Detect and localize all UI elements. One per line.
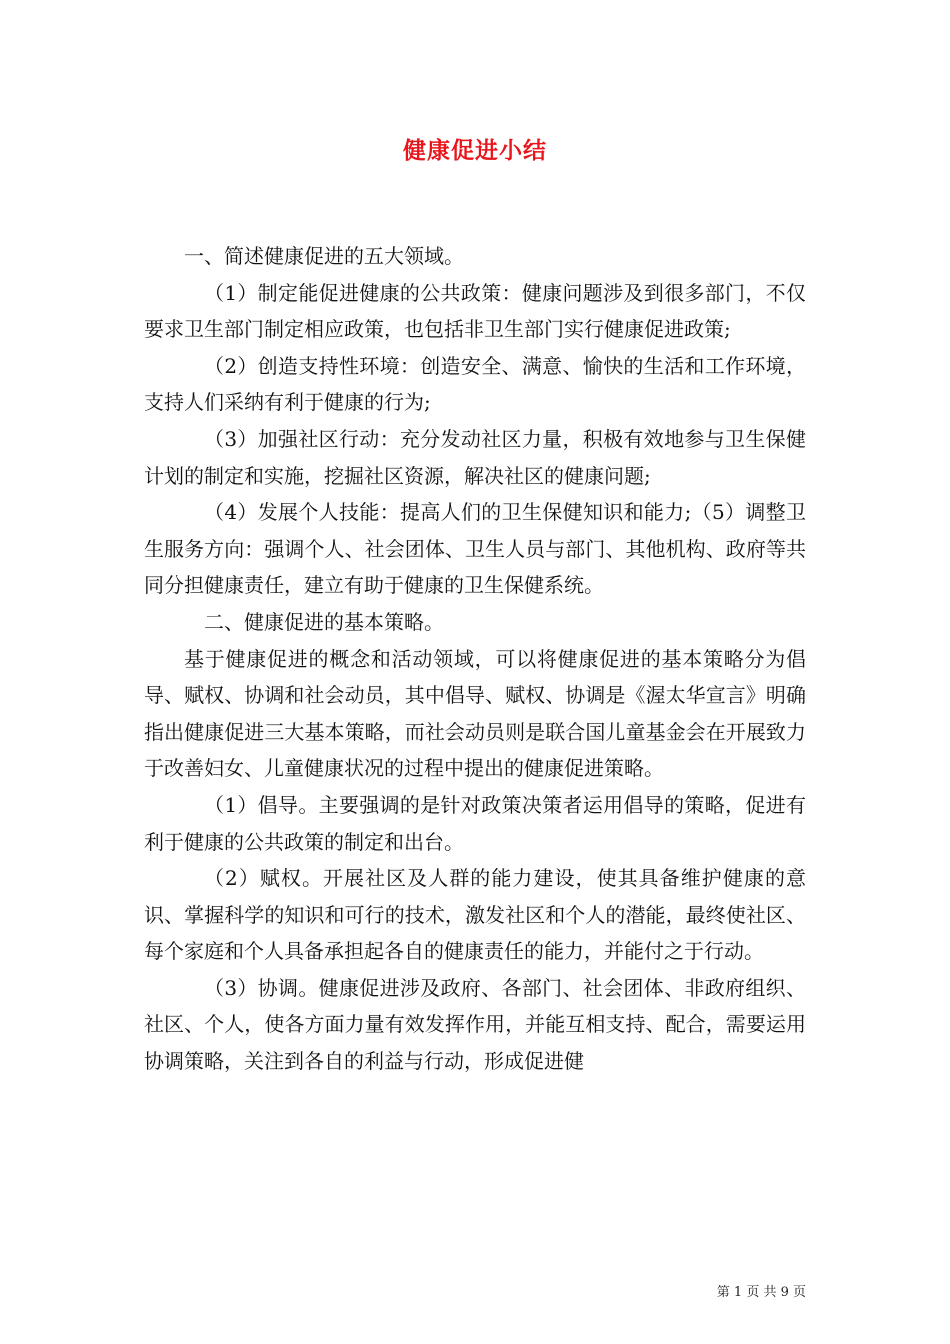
paragraph-item-3: （3）加强社区行动：充分发动社区力量，积极有效地参与卫生保健计划的制定和实施，挖掘社区资源，解决社区的健康问题; bbox=[144, 426, 806, 488]
document-title: 健康促进小结 bbox=[403, 137, 547, 164]
paragraph-item-1: （1）制定能促进健康的公共政策：健康问题涉及到很多部门，不仅要求卫生部门制定相应政策，也包括非卫生部门实行健康促进政策; bbox=[144, 280, 806, 342]
section-heading-2: 二、健康促进的基本策略。 bbox=[204, 609, 444, 634]
document-body bbox=[144, 238, 806, 1080]
paragraph-strategy-2: （2）赋权。开展社区及人群的能力建设，使其具备维护健康的意识、掌握科学的知识和可行的技术，激发社区和个人的潜能，最终使社区、每个家庭和个人具备承担起各自的健康责任的能力，并能付之于行动。 bbox=[144, 866, 806, 964]
paragraph-item-4: （4）发展个人技能：提高人们的卫生保健知识和能力;（5）调整卫生服务方向：强调个人、社会团体、卫生人员与部门、其他机构、政府等共同分担健康责任，建立有助于健康的卫生保健系统。 bbox=[144, 500, 806, 598]
page-number: 第 1 页 共 9 页 bbox=[716, 1285, 806, 1300]
paragraph-strategy-1: （1）倡导。主要强调的是针对政策决策者运用倡导的策略，促进有利于健康的公共政策的制定和出台。 bbox=[144, 792, 806, 854]
paragraph-strategy-3: （3）协调。健康促进涉及政府、各部门、社会团体、非政府组织、社区、个人，使各方面力量有效发挥作用，并能互相支持、配合，需要运用协调策略，关注到各自的利益与行动，形成促进健 bbox=[144, 975, 806, 1074]
paragraph-intro: 基于健康促进的概念和活动领域，可以将健康促进的基本策略分为倡导、赋权、协调和社会动员，其中倡导、赋权、协调是《渥太华宣言》明确指出健康促进三大基本策略，而社会动员则是联合国儿童基金会在开展致力于改善妇女、儿童健康状况的过程中提出的健康促进策略。 bbox=[144, 646, 806, 781]
section-heading-1: 一、简述健康促进的五大领域。 bbox=[184, 244, 464, 268]
paragraph-item-2: （2）创造支持性环境：创造安全、满意、愉快的生活和工作环境，支持人们采纳有利于健康的行为; bbox=[144, 353, 806, 415]
